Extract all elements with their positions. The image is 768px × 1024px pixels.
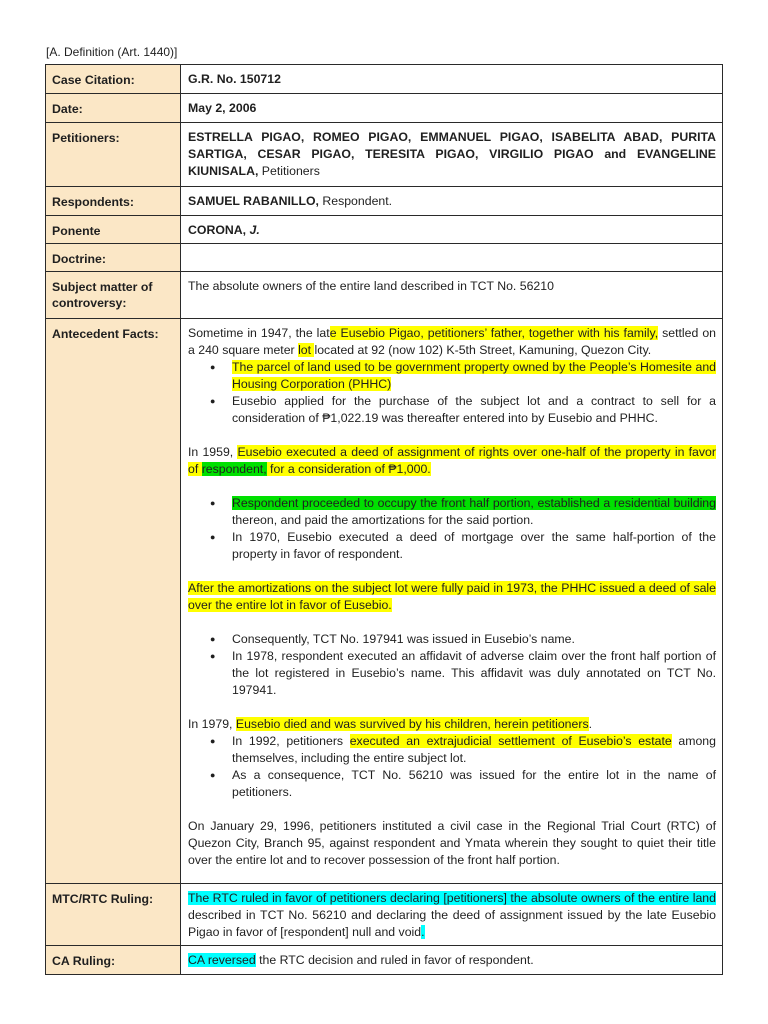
row-ponente bbox=[46, 216, 723, 244]
value-case-citation: G.R. No. 150712 bbox=[181, 65, 723, 94]
section-caption: [A. Definition (Art. 1440)] bbox=[46, 45, 178, 59]
label-case-citation: Case Citation: bbox=[46, 65, 181, 94]
value-subject-matter: The absolute owners of the entire land described in TCT No. 56210 bbox=[181, 272, 723, 319]
facts-bullets-1 bbox=[188, 359, 716, 427]
label-ponente: Ponente bbox=[46, 216, 181, 244]
list-item: ● Eusebio applied for the purchase of the subject lot and a contract to sell for a consideration of ₱1,022.19 was thereafter entered into by Eusebio and PHHC. bbox=[232, 393, 716, 427]
row-doctrine bbox=[46, 244, 723, 272]
label-subject-matter: Subject matter of controversy: bbox=[46, 272, 181, 319]
label-doctrine: Doctrine: bbox=[46, 244, 181, 272]
row-antecedent-facts bbox=[46, 319, 723, 884]
label-antecedent-facts: Antecedent Facts: bbox=[46, 319, 181, 884]
row-subject-matter bbox=[46, 272, 723, 319]
value-respondents bbox=[181, 187, 723, 216]
row-date bbox=[46, 94, 723, 123]
row-citation bbox=[46, 65, 723, 94]
row-mtc-rtc-ruling bbox=[46, 884, 723, 946]
list-item: ● Consequently, TCT No. 197941 was issued in Eusebio’s name. bbox=[232, 631, 716, 648]
label-respondents: Respondents: bbox=[46, 187, 181, 216]
label-date: Date: bbox=[46, 94, 181, 123]
facts-bullets-4 bbox=[188, 733, 716, 801]
row-ca-ruling bbox=[46, 946, 723, 975]
label-petitioners: Petitioners: bbox=[46, 123, 181, 187]
ponente-title: J. bbox=[249, 223, 260, 237]
label-ca-ruling: CA Ruling: bbox=[46, 946, 181, 975]
value-antecedent-facts bbox=[181, 319, 723, 884]
petitioners-suffix: Petitioners bbox=[258, 164, 320, 178]
value-petitioners bbox=[181, 123, 723, 187]
case-digest-table bbox=[45, 64, 723, 975]
facts-paragraph-3: After the amortizations on the subject lot were fully paid in 1973, the PHHC issued a deed of sale over the entire lot in favor of Eusebio. bbox=[188, 581, 716, 612]
list-item: ● In 1970, Eusebio executed a deed of mortgage over the same half-portion of the property in favor of respondent. bbox=[232, 529, 716, 563]
facts-bullets-3 bbox=[188, 631, 716, 699]
ponente-name: CORONA, bbox=[188, 223, 250, 237]
value-ca-ruling: CA reversed the RTC decision and ruled in favor of respondent. bbox=[181, 946, 723, 975]
list-item: ● As a consequence, TCT No. 56210 was issued for the entire lot in the name of petitioners. bbox=[232, 767, 716, 801]
list-item: ● The parcel of land used to be government property owned by the People’s Homesite and Housing Corporation (PHHC) bbox=[232, 359, 716, 393]
facts-paragraph-2: In 1959, Eusebio executed a deed of assignment of rights over one-half of the property in favor of respondent, for a consideration of ₱1,000. bbox=[188, 445, 716, 476]
list-item: ● In 1978, respondent executed an affidavit of adverse claim over the front half portion of the lot registered in Eusebio’s name. This affidavit was duly annotated on TCT No. 197941. bbox=[232, 648, 716, 699]
list-item: ● In 1992, petitioners executed an extrajudicial settlement of Eusebio’s estate among themselves, including the entire subject lot. bbox=[232, 733, 716, 767]
respondent-suffix: Respondent. bbox=[318, 194, 393, 208]
row-respondents bbox=[46, 187, 723, 216]
petitioners-names: ESTRELLA PIGAO, ROMEO PIGAO, EMMANUEL PIGAO, ISABELITA ABAD, PURITA SARTIGA, CESAR PIGAO, TERESITA PIGAO, VIRGILIO PIGAO and EVANGELINE KIUNISALA, bbox=[188, 130, 716, 178]
label-mtc-rtc-ruling: MTC/RTC Ruling: bbox=[46, 884, 181, 946]
value-date: May 2, 2006 bbox=[181, 94, 723, 123]
row-petitioners bbox=[46, 123, 723, 187]
facts-bullets-2 bbox=[188, 495, 716, 563]
respondent-name: SAMUEL RABANILLO, bbox=[188, 194, 319, 208]
value-doctrine bbox=[181, 244, 723, 272]
facts-paragraph-1: Sometime in 1947, the late Eusebio Pigao, petitioners’ father, together with his family, settled on a 240 square meter lot located at 92 (now 102) K-5th Street, Kamuning, Quezon City. bbox=[188, 326, 716, 357]
facts-paragraph-5: On January 29, 1996, petitioners instituted a civil case in the Regional Trial Court (RTC) of Quezon City, Branch 95, against respondent and Ymata wherein they sought to quiet their title over the entire lot and to recover possession of the front half portion. bbox=[188, 819, 716, 867]
value-ponente bbox=[181, 216, 723, 244]
list-item: ● Respondent proceeded to occupy the front half portion, established a residential building thereon, and paid the amortizations for the said portion. bbox=[232, 495, 716, 529]
value-mtc-rtc-ruling: The RTC ruled in favor of petitioners declaring [petitioners] the absolute owners of the entire land described in TCT No. 56210 and declaring the deed of assignment issued by the late Eusebio Pigao in favor of [respondent] null and void. bbox=[181, 884, 723, 946]
facts-paragraph-4: In 1979, Eusebio died and was survived by his children, herein petitioners. bbox=[188, 717, 593, 731]
